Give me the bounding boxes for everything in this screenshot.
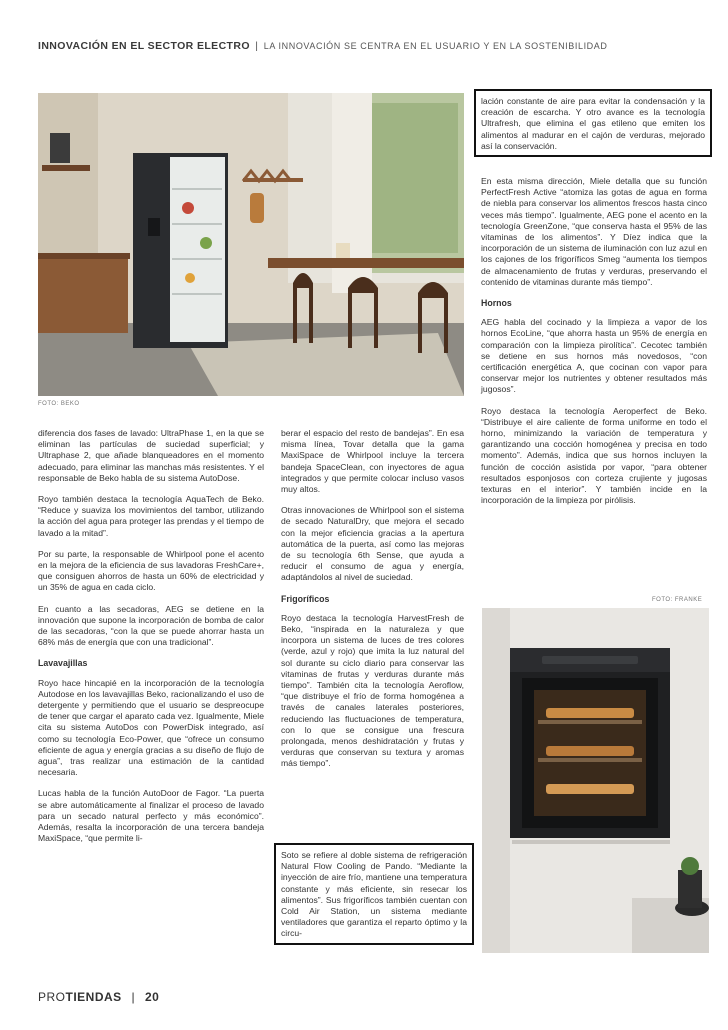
paragraph: Lucas habla de la función AutoDoor de Fagor. “La puerta se abre automáticamente al finalizar el proceso de lavado para un secado natural perfecto y más económico”. Además, resalta la incorporación de una tercera bandeja MaxiSpace, “que permite li- xyxy=(38,788,264,844)
header-separator: | xyxy=(255,40,259,52)
subheading-frigorificos: Frigoríficos xyxy=(281,593,330,604)
paragraph: En esta misma dirección, Miele detalla que su función PerfectFresh Active “atomiza las gotas de agua en forma de niebla para conservar los alimentos frescos hasta cinco veces más tiempo”. Igualmente, AEG pone el acento en la tecnología GreenZone, “que conserva hasta el 95% de las vitaminas de los alimentos”. Y Díez indica que la incorporación de un sistema de iluminación con luz azul en los cajones de los frigoríficos Smeg “aumenta los tiempos de almacenamiento de frutas y verduras, preservando el contenido de vitaminas durante más tiempo”. xyxy=(481,176,707,287)
highlight-box xyxy=(274,843,474,945)
paragraph: berar el espacio del resto de bandejas”. En esa misma línea, Tovar detalla que la gama MaxiSpace de Whirlpool incluye la tercera bandeja SpaceClean, con inyectores de agua integrados y que permite colocar incluso vasos muy altos. xyxy=(281,428,464,495)
oven-illustration xyxy=(482,608,709,953)
page-footer xyxy=(38,990,159,1004)
kitchen-photo xyxy=(38,93,464,396)
photo-credit: FOTO: FRANKE xyxy=(652,597,703,603)
page-header xyxy=(38,40,698,52)
highlight-text: Soto se refiere al doble sistema de refrigeración Natural Flow Cooling de Pando. “Mediante la inyección de aire frío, mantiene una temperatura constante y más eficiente, sin resecar los alimentos”. Sus frigoríficos también cuentan con Cold Air Station, un sistema mediante ventiladores que garantiza el reparto óptimo y la circu- xyxy=(281,850,467,939)
page-number: 20 xyxy=(145,990,160,1004)
paragraph: Por su parte, la responsable de Whirlpool pone el acento en la mejora de la eficiencia de sus lavadoras FreshCare+, que consiguen ahorros de hasta un 60% de electricidad y un 35% de agua en cada ciclo. xyxy=(38,548,264,593)
paragraph: Royo destaca la tecnología HarvestFresh de Beko, “inspirada en la naturaleza y que incorpora un sistema de luces de tres colores (verde, azul y rojo) que imita la luz natural del sol durante su ciclo diario para conservar las vitaminas de frutas y verduras durante más tiempo”. También cita la tecnología Aeroflow, “que distribuye el frío de forma homogénea a través de canales laterales posteriores, reduciendo las fluctuaciones de temperatura, con lo que se consigue una frescura prolongada, menos deshidratación y frutas y verduras que conservan su textura y aromas más tiempo”. xyxy=(281,612,464,769)
highlight-text: lación constante de aire para evitar la condensación y la creación de escarcha. Y otro avance es la tecnología Ultrafresh, que elimina el gas etileno que emiten los alimentos al madurar en el cajón de verduras, mejorado así la conservación. xyxy=(481,96,705,151)
paragraph: diferencia dos fases de lavado: UltraPhase 1, en la que se eliminan las partículas de suciedad superficial; y Ultraphase 2, que añade blanqueadores en el momento adecuado, para eliminar las manchas más resistentes. Y el responsable de Beko habla de su sistema AutoDose. xyxy=(38,428,264,483)
oven-photo xyxy=(482,608,709,953)
photo-credit: FOTO: BEKO xyxy=(38,401,80,407)
subheading-hornos: Hornos xyxy=(481,298,512,309)
paragraph: AEG habla del cocinado y la limpieza a vapor de los hornos EcoLine, “que ahorra hasta un 95% de energía en comparación con la limpieza pirolítica”. Cecotec también se detiene en sus hornos más novedosos, “con certificación energética A, que cocinan con vapor para conservar mejor los nutrientes y obtener resultados más jugosos”. xyxy=(481,317,707,395)
section-subtitle: LA INNOVACIÓN SE CENTRA EN EL USUARIO Y EN LA SOSTENIBILIDAD xyxy=(263,41,608,51)
column-1 xyxy=(38,428,264,855)
paragraph: Otras innovaciones de Whirlpool son el sistema de secado NaturalDry, que mejora el secado con la mejor eficiencia gracias a la apertura automática de la puerta, así como las mejoras de su tecnología 6th Sense, que ayuda a reducir el consumo de agua y energía, adaptándolos al nivel de suciedad. xyxy=(281,505,464,583)
kitchen-illustration xyxy=(38,93,464,396)
section-title: INNOVACIÓN EN EL SECTOR ELECTRO xyxy=(38,40,250,52)
paragraph: Royo destaca la tecnología Aeroperfect de Beko. “Distribuye el aire caliente de forma uniforme en todo el horno, minimizando la variación de temperatura y garantizando una cocción homogénea y precisa en todo momento”. Además, indica que sus hornos incluyen la función de cocción asistida por vapor, “para obtener resultados esponjosos con corteza crujiente y jugosas texturas en el interior”. Y también incide en la incorporación de la limpieza por pirólisis. xyxy=(481,405,707,506)
paragraph: Royo también destaca la tecnología AquaTech de Beko. “Reduce y suaviza los movimientos del tambor, utilizando la acción del agua para proteger las prendas y el tiempo de lavado a la mitad”. xyxy=(38,494,264,538)
brand-name: TIENDAS xyxy=(65,990,122,1004)
highlight-box xyxy=(474,89,712,157)
paragraph: En cuanto a las secadoras, AEG se detiene en la innovación que supone la incorporación de bomba de calor de las secadoras, “con la que se puede ahorrar hasta un 68% más de energía que con una tradicional”. xyxy=(38,603,264,648)
subheading-lavavajillas: Lavavajillas xyxy=(38,658,88,669)
column-2 xyxy=(281,428,464,780)
paragraph: Royo hace hincapié en la incorporación de la tecnología Autodose en los lavavajillas Beko, racionalizando el uso de detergente y permitiendo que el usuario se despreocupe de tener que cargar el aparato cada vez. Igualmente, Miele cita su sistema AutoDos con PowerDisk integrado, así como su tecnología Eco-Power, que “ofrece un consumo eficiente de agua y energía gracias a su diseño de flujo de agua”, tras realizar una estimación de la cantidad necesaria. xyxy=(38,677,264,778)
column-3 xyxy=(481,176,707,516)
footer-separator: | xyxy=(131,990,136,1004)
brand-prefix: PRO xyxy=(38,990,66,1004)
